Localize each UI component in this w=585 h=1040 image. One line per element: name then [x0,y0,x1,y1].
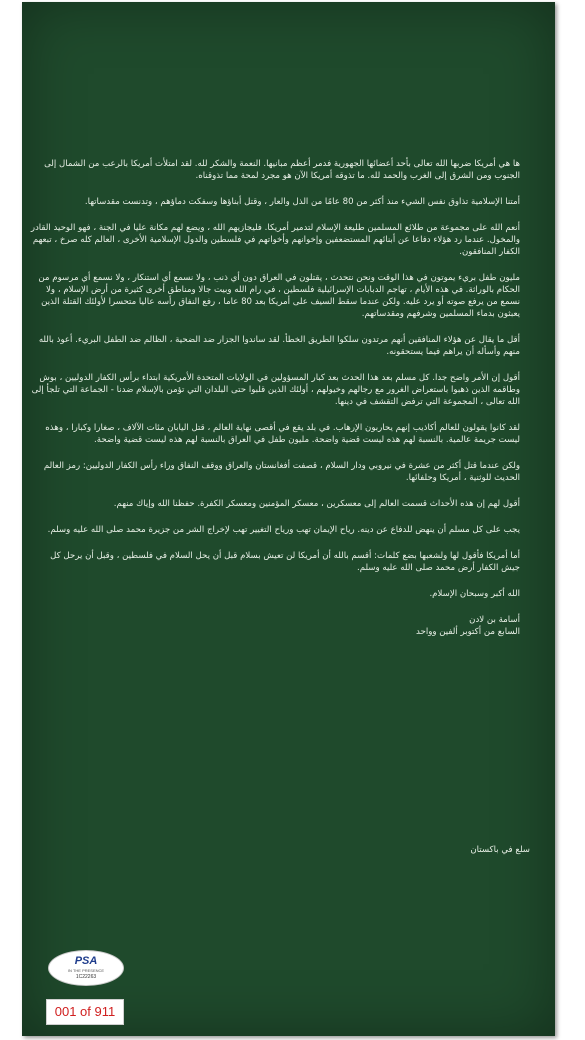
edition-number-sticker [46,999,124,1025]
letter-paragraph: أقول إن الأمر واضح جدا. كل مسلم بعد هذا الحدث بعد كبار المسؤولين في الولايات المتحدة الأمريكية ابتداء برأس الكفار الدوليين ، بوش وطاقمه الذين ذهبوا باستعراض الغرور مع رجالهم وخيولهم ، أولئك الذين قلبوا حتى البلدان التي تؤمن بالإسلام ضدنا - الجماعة التي تلجأ إلى الله تعالى ، المجموعة التي ترفض التقشف في دينها. [31,373,520,407]
letter-paragraph: أنعم الله على مجموعة من طلائع المسلمين طليعة الإسلام لتدمير أمريكا. فليجازيهم الله ، ويضع لهم مكانة عليا في الجنة ، فهو الوحيد القادر والمخول. عندما رد هؤلاء دفاعا عن أبنائهم المستضعفين وإخوانهم وأخواتهم في فلسطين والدول الإسلامية الأخرى ، العالم كله صرخ ، تبعهم الكفار المنافقون. [30,223,520,257]
place-line: سلع في باكستان [470,845,530,855]
letter-paragraph: ولكن عندما قتل أكثر من عشرة في نيروبي ودار السلام ، قصفت أفغانستان والعراق ووقف النفاق وراء رأس الكفار الدوليين: رمز العالم الحديث للوثنية ، أمريكا وحلفائها. [43,461,520,483]
letter-paragraph: يجب على كل مسلم أن ينهض للدفاع عن دينه. رياح الإيمان تهب ورياح التغيير تهب لإخراج الشر من جزيرة محمد صلى الله عليه وسلم. [47,525,520,535]
edition-number: 001 of 911 [54,1004,116,1019]
arabic-letter-text [30,158,520,638]
signature-date: السابع من أكتوبر ألفين وواحد [416,627,520,637]
psa-certification-code: 1C22263 [75,974,97,980]
psa-authentication-sticker [48,950,124,986]
letter-paragraph: لقد كانوا يقولون للعالم أكاذيب إنهم يحاربون الإرهاب. في بلد يقع في أقصى نهاية العالم ، قتل اليابان مئات الآلاف ، صغارا وكبارا ، وهذه ليست جريمة عالمية. بالنسبة لهم هذه ليست قضية واضحة. مليون طفل في العراق بالنسبة لهم هذه ليست قضية واضحة. [45,423,520,445]
letter-paragraph: أقل ما يقال عن هؤلاء المنافقين أنهم مرتدون سلكوا الطريق الخطأ. لقد ساندوا الجزار ضد الضحية ، الظالم ضد الطفل البريء. أعوذ بالله منهم وأسأله أن يراهم فيما يستحقونه. [38,335,520,357]
psa-logo: PSA [74,955,98,967]
letter-paragraph: مليون طفل بريء يموتون في هذا الوقت ونحن نتحدث ، يقتلون في العراق دون أي ذنب ، ولا نسمع أي استنكار ، ولا نسمع أي مرسوم من الحكام بالوراثة. في هذه الأيام ، تهاجم الدبابات الإسرائيلية فلسطين ، في رام الله وبيت جالا ومناطق أخرى كثيرة من أرض الإسلام ، ولا نسمع من يرفع صوته أو يرد عليه. ولكن عندما سقط السيف على أمريكا بعد 80 عاما ، رفع النفاق رأسه عاليا متحسرا لأولئك القتلة الذين يعبثون بدماء المسلمين وشرفهم ومقدساتهم. [38,273,520,319]
letter-paragraph: ها هي أمريكا ضربها الله تعالى بأحد أعضائها الجهورية فدمر أعظم مبانيها. النعمة والشكر لله. لقد امتلأت أمريكا بالرعب من الشمال إلى الجنوب ومن الشرق إلى الغرب والحمد لله. ما تذوقه أمريكا الآن هو مجرد لمحة مما تذوقناه. [44,159,520,181]
letter-paragraph: أقول لهم إن هذه الأحداث قسمت العالم إلى معسكرين ، معسكر المؤمنين ومعسكر الكفرة. حفظنا الله وإياك منهم. [113,499,520,509]
letter-paragraph: أمتنا الإسلامية تذاوق نفس الشيء منذ أكثر من 80 عامًا من الذل والعار ، وقتل أبناؤها وسفكت دماؤهم ، وتدنست مقدساتها. [84,197,520,207]
letter-paragraph: أما أمريكا فأقول لها ولشعبها بضع كلمات: أقسم بالله أن أمريكا لن تعيش بسلام قبل أن يحل السلام في فلسطين ، وقبل أن يرحل كل جيش الكفار أرض محمد صلى الله عليه وسلم. [50,551,520,573]
signature-name: أسامة بن لادن [469,615,520,625]
letter-paragraph: الله أكبر وسبحان الإسلام. [429,589,520,599]
psa-subtitle: IN THE PRESENCE [67,968,105,973]
